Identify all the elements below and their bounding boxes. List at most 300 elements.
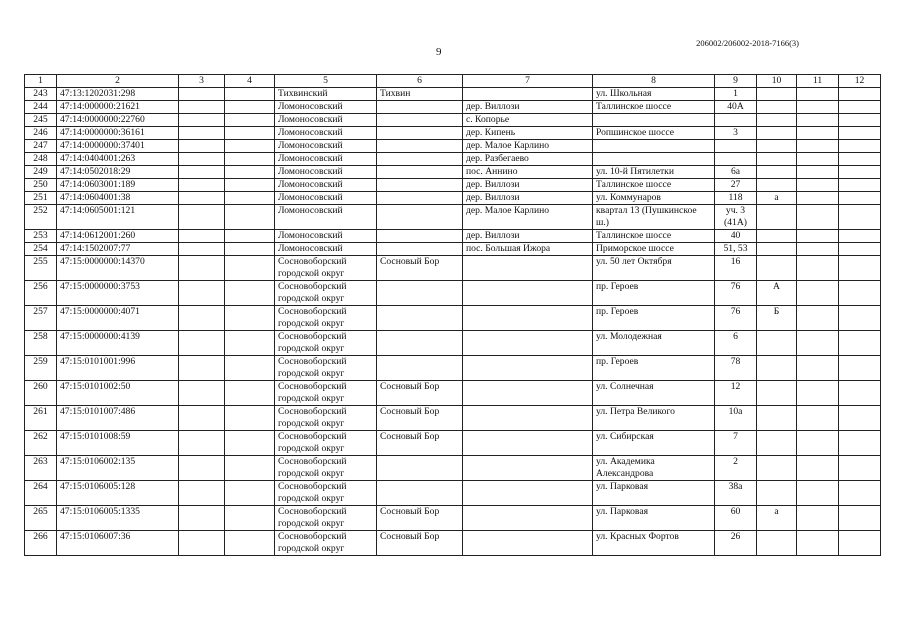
column-4-cell	[225, 88, 275, 101]
column-4-cell	[225, 166, 275, 179]
house-number-cell: 40А	[715, 101, 757, 114]
column-11-cell	[797, 230, 839, 243]
column-12-cell	[839, 506, 881, 531]
row-number-cell: 255	[25, 256, 57, 281]
locality-cell	[463, 331, 593, 356]
letter-cell: а	[757, 192, 797, 205]
locality-cell: с. Копорье	[463, 114, 593, 127]
cadastral-number-cell: 47:15:0101007:486	[57, 406, 179, 431]
column-11-cell	[797, 127, 839, 140]
settlement-cell	[377, 230, 463, 243]
column-12-cell	[839, 306, 881, 331]
column-11-cell	[797, 114, 839, 127]
column-4-cell	[225, 192, 275, 205]
district-cell: Тихвинский	[275, 88, 377, 101]
column-12-cell	[839, 256, 881, 281]
column-3-cell	[179, 281, 225, 306]
column-4-cell	[225, 153, 275, 166]
row-number-cell: 253	[25, 230, 57, 243]
street-cell: пр. Героев	[593, 306, 715, 331]
column-3-cell	[179, 166, 225, 179]
column-header-6: 6	[377, 75, 463, 88]
column-3-cell	[179, 88, 225, 101]
document-id: 206002/206002-2018-7166(3)	[696, 38, 799, 48]
column-4-cell	[225, 230, 275, 243]
table-row	[25, 230, 881, 243]
district-cell: Ломоносовский	[275, 192, 377, 205]
column-3-cell	[179, 192, 225, 205]
letter-cell	[757, 531, 797, 556]
column-header-7: 7	[463, 75, 593, 88]
column-header-9: 9	[715, 75, 757, 88]
column-3-cell	[179, 506, 225, 531]
column-header-11: 11	[797, 75, 839, 88]
district-cell: Ломоносовский	[275, 179, 377, 192]
house-number-cell: 3	[715, 127, 757, 140]
street-cell: ул. Школьная	[593, 88, 715, 101]
cadastral-number-cell: 47:15:0101001:996	[57, 356, 179, 381]
column-12-cell	[839, 166, 881, 179]
house-number-cell: 40	[715, 230, 757, 243]
cadastral-number-cell: 47:14:0000000:36161	[57, 127, 179, 140]
column-12-cell	[839, 406, 881, 431]
column-4-cell	[225, 531, 275, 556]
letter-cell	[757, 481, 797, 506]
column-4-cell	[225, 179, 275, 192]
house-number-cell: 1	[715, 88, 757, 101]
letter-cell	[757, 153, 797, 166]
table-row	[25, 481, 881, 506]
house-number-cell	[715, 153, 757, 166]
district-cell: Сосновоборский городской округ	[275, 306, 377, 331]
locality-cell	[463, 256, 593, 281]
locality-cell	[463, 531, 593, 556]
letter-cell	[757, 179, 797, 192]
house-number-cell: 118	[715, 192, 757, 205]
row-number-cell: 252	[25, 205, 57, 230]
cadastral-number-cell: 47:14:0612001:260	[57, 230, 179, 243]
locality-cell	[463, 456, 593, 481]
cadastral-number-cell: 47:14:0604001:38	[57, 192, 179, 205]
locality-cell	[463, 356, 593, 381]
row-number-cell: 258	[25, 331, 57, 356]
locality-cell: дер. Разбегаево	[463, 153, 593, 166]
column-11-cell	[797, 243, 839, 256]
column-3-cell	[179, 140, 225, 153]
column-4-cell	[225, 406, 275, 431]
row-number-cell: 262	[25, 431, 57, 456]
cadastral-number-cell: 47:13:1202031:298	[57, 88, 179, 101]
letter-cell	[757, 243, 797, 256]
column-3-cell	[179, 456, 225, 481]
column-11-cell	[797, 381, 839, 406]
house-number-cell: 7	[715, 431, 757, 456]
settlement-cell	[377, 101, 463, 114]
letter-cell	[757, 381, 797, 406]
row-number-cell: 246	[25, 127, 57, 140]
locality-cell: дер. Виллози	[463, 192, 593, 205]
table-row	[25, 331, 881, 356]
house-number-cell: 10а	[715, 406, 757, 431]
column-12-cell	[839, 114, 881, 127]
street-cell: Таллинское шоссе	[593, 230, 715, 243]
district-cell: Ломоносовский	[275, 243, 377, 256]
column-11-cell	[797, 331, 839, 356]
column-12-cell	[839, 331, 881, 356]
column-header-4: 4	[225, 75, 275, 88]
column-12-cell	[839, 456, 881, 481]
column-4-cell	[225, 140, 275, 153]
column-3-cell	[179, 101, 225, 114]
letter-cell	[757, 140, 797, 153]
district-cell: Сосновоборский городской округ	[275, 331, 377, 356]
page-number: 9	[436, 46, 442, 58]
house-number-cell: 12	[715, 381, 757, 406]
settlement-cell	[377, 192, 463, 205]
column-3-cell	[179, 179, 225, 192]
letter-cell	[757, 256, 797, 281]
locality-cell	[463, 406, 593, 431]
street-cell: ул. Солнечная	[593, 381, 715, 406]
house-number-cell: 2	[715, 456, 757, 481]
letter-cell	[757, 431, 797, 456]
column-4-cell	[225, 127, 275, 140]
column-4-cell	[225, 356, 275, 381]
table-row	[25, 456, 881, 481]
column-12-cell	[839, 205, 881, 230]
column-4-cell	[225, 381, 275, 406]
column-12-cell	[839, 381, 881, 406]
district-cell: Сосновоборский городской округ	[275, 281, 377, 306]
settlement-cell	[377, 356, 463, 381]
district-cell: Ломоносовский	[275, 101, 377, 114]
letter-cell	[757, 205, 797, 230]
settlement-cell	[377, 140, 463, 153]
column-4-cell	[225, 101, 275, 114]
district-cell: Ломоносовский	[275, 230, 377, 243]
column-4-cell	[225, 431, 275, 456]
column-4-cell	[225, 205, 275, 230]
column-11-cell	[797, 192, 839, 205]
column-4-cell	[225, 456, 275, 481]
settlement-cell: Сосновый Бор	[377, 506, 463, 531]
row-number-cell: 251	[25, 192, 57, 205]
cadastral-number-cell: 47:14:0000000:22760	[57, 114, 179, 127]
column-header-10: 10	[757, 75, 797, 88]
cadastral-number-cell: 47:14:000000:21621	[57, 101, 179, 114]
letter-cell	[757, 230, 797, 243]
row-number-cell: 249	[25, 166, 57, 179]
column-3-cell	[179, 114, 225, 127]
letter-cell: Б	[757, 306, 797, 331]
street-cell: ул. 10-й Пятилетки	[593, 166, 715, 179]
column-12-cell	[839, 531, 881, 556]
cadastral-number-cell: 47:14:1502007:77	[57, 243, 179, 256]
letter-cell: А	[757, 281, 797, 306]
letter-cell	[757, 356, 797, 381]
row-number-cell: 250	[25, 179, 57, 192]
house-number-cell: 76	[715, 306, 757, 331]
row-number-cell: 265	[25, 506, 57, 531]
settlement-cell: Сосновый Бор	[377, 431, 463, 456]
district-cell: Ломоносовский	[275, 153, 377, 166]
settlement-cell	[377, 456, 463, 481]
table-row	[25, 243, 881, 256]
column-12-cell	[839, 101, 881, 114]
house-number-cell: 27	[715, 179, 757, 192]
letter-cell	[757, 166, 797, 179]
column-3-cell	[179, 230, 225, 243]
house-number-cell: 60	[715, 506, 757, 531]
column-11-cell	[797, 281, 839, 306]
column-11-cell	[797, 140, 839, 153]
street-cell	[593, 114, 715, 127]
table-row	[25, 531, 881, 556]
district-cell: Сосновоборский городской округ	[275, 431, 377, 456]
table-row	[25, 256, 881, 281]
house-number-cell: 26	[715, 531, 757, 556]
letter-cell	[757, 456, 797, 481]
settlement-cell: Сосновый Бор	[377, 531, 463, 556]
table-row	[25, 381, 881, 406]
house-number-cell: 6а	[715, 166, 757, 179]
table-body	[25, 88, 881, 556]
table-row	[25, 179, 881, 192]
column-3-cell	[179, 481, 225, 506]
locality-cell: дер. Кипень	[463, 127, 593, 140]
column-12-cell	[839, 153, 881, 166]
column-4-cell	[225, 306, 275, 331]
district-cell: Сосновоборский городской округ	[275, 356, 377, 381]
cadastral-number-cell: 47:15:0106005:1335	[57, 506, 179, 531]
house-number-cell: 6	[715, 331, 757, 356]
row-number-cell: 244	[25, 101, 57, 114]
column-header-1: 1	[25, 75, 57, 88]
house-number-cell: 38а	[715, 481, 757, 506]
settlement-cell	[377, 205, 463, 230]
column-11-cell	[797, 166, 839, 179]
row-number-cell: 247	[25, 140, 57, 153]
table-row	[25, 192, 881, 205]
column-12-cell	[839, 230, 881, 243]
letter-cell	[757, 88, 797, 101]
street-cell: Ропшинское шоссе	[593, 127, 715, 140]
cadastral-number-cell: 47:15:0000000:14370	[57, 256, 179, 281]
district-cell: Ломоносовский	[275, 205, 377, 230]
street-cell: ул. Сибирская	[593, 431, 715, 456]
street-cell: Приморское шоссе	[593, 243, 715, 256]
column-3-cell	[179, 205, 225, 230]
column-header-12: 12	[839, 75, 881, 88]
table-row	[25, 140, 881, 153]
registry-table	[24, 74, 881, 556]
table-row	[25, 127, 881, 140]
row-number-cell: 256	[25, 281, 57, 306]
column-3-cell	[179, 531, 225, 556]
row-number-cell: 260	[25, 381, 57, 406]
settlement-cell: Сосновый Бор	[377, 406, 463, 431]
row-number-cell: 259	[25, 356, 57, 381]
cadastral-number-cell: 47:14:0404001:263	[57, 153, 179, 166]
cadastral-number-cell: 47:15:0000000:3753	[57, 281, 179, 306]
district-cell: Сосновоборский городской округ	[275, 256, 377, 281]
column-12-cell	[839, 140, 881, 153]
street-cell: ул. Молодежная	[593, 331, 715, 356]
column-11-cell	[797, 431, 839, 456]
street-cell: ул. Петра Великого	[593, 406, 715, 431]
table-row	[25, 153, 881, 166]
column-12-cell	[839, 431, 881, 456]
letter-cell	[757, 406, 797, 431]
street-cell: ул. 50 лет Октября	[593, 256, 715, 281]
cadastral-number-cell: 47:15:0101008:59	[57, 431, 179, 456]
column-11-cell	[797, 205, 839, 230]
column-12-cell	[839, 481, 881, 506]
cadastral-number-cell: 47:15:0106007:36	[57, 531, 179, 556]
column-3-cell	[179, 431, 225, 456]
row-number-cell: 264	[25, 481, 57, 506]
district-cell: Сосновоборский городской округ	[275, 481, 377, 506]
row-number-cell: 245	[25, 114, 57, 127]
column-12-cell	[839, 88, 881, 101]
table-row	[25, 281, 881, 306]
settlement-cell	[377, 281, 463, 306]
house-number-cell	[715, 140, 757, 153]
locality-cell: дер. Малое Карлино	[463, 205, 593, 230]
column-11-cell	[797, 456, 839, 481]
row-number-cell: 263	[25, 456, 57, 481]
column-3-cell	[179, 356, 225, 381]
district-cell: Ломоносовский	[275, 140, 377, 153]
locality-cell	[463, 381, 593, 406]
column-3-cell	[179, 306, 225, 331]
header-row	[25, 75, 881, 88]
district-cell: Сосновоборский городской округ	[275, 381, 377, 406]
house-number-cell: 16	[715, 256, 757, 281]
row-number-cell: 254	[25, 243, 57, 256]
settlement-cell	[377, 306, 463, 331]
house-number-cell: 76	[715, 281, 757, 306]
cadastral-number-cell: 47:14:0603001:189	[57, 179, 179, 192]
table-row	[25, 88, 881, 101]
street-cell	[593, 140, 715, 153]
table-row	[25, 406, 881, 431]
settlement-cell	[377, 243, 463, 256]
column-3-cell	[179, 381, 225, 406]
cadastral-number-cell: 47:14:0605001:121	[57, 205, 179, 230]
row-number-cell: 261	[25, 406, 57, 431]
locality-cell: дер. Виллози	[463, 101, 593, 114]
settlement-cell	[377, 179, 463, 192]
row-number-cell: 266	[25, 531, 57, 556]
district-cell: Ломоносовский	[275, 114, 377, 127]
street-cell: ул. Парковая	[593, 506, 715, 531]
street-cell: пр. Героев	[593, 356, 715, 381]
column-4-cell	[225, 243, 275, 256]
street-cell: квартал 13 (Пушкинское ш.)	[593, 205, 715, 230]
table-row	[25, 166, 881, 179]
column-12-cell	[839, 356, 881, 381]
column-header-5: 5	[275, 75, 377, 88]
street-cell: ул. Академика Александрова	[593, 456, 715, 481]
table-row	[25, 506, 881, 531]
street-cell	[593, 153, 715, 166]
row-number-cell: 243	[25, 88, 57, 101]
column-4-cell	[225, 331, 275, 356]
locality-cell	[463, 506, 593, 531]
cadastral-number-cell: 47:15:0101002:50	[57, 381, 179, 406]
column-11-cell	[797, 101, 839, 114]
settlement-cell	[377, 153, 463, 166]
column-11-cell	[797, 506, 839, 531]
column-3-cell	[179, 153, 225, 166]
district-cell: Ломоносовский	[275, 166, 377, 179]
column-12-cell	[839, 192, 881, 205]
settlement-cell: Тихвин	[377, 88, 463, 101]
street-cell: Таллинское шоссе	[593, 101, 715, 114]
column-4-cell	[225, 281, 275, 306]
column-4-cell	[225, 506, 275, 531]
column-11-cell	[797, 406, 839, 431]
column-11-cell	[797, 256, 839, 281]
house-number-cell: уч. 3 (41А)	[715, 205, 757, 230]
street-cell: ул. Коммунаров	[593, 192, 715, 205]
table-row	[25, 101, 881, 114]
column-11-cell	[797, 531, 839, 556]
column-3-cell	[179, 256, 225, 281]
locality-cell	[463, 281, 593, 306]
settlement-cell: Сосновый Бор	[377, 381, 463, 406]
column-12-cell	[839, 281, 881, 306]
letter-cell	[757, 127, 797, 140]
table-row	[25, 205, 881, 230]
letter-cell	[757, 114, 797, 127]
locality-cell: дер. Виллози	[463, 179, 593, 192]
locality-cell	[463, 481, 593, 506]
column-11-cell	[797, 356, 839, 381]
column-12-cell	[839, 179, 881, 192]
locality-cell: пос. Аннино	[463, 166, 593, 179]
district-cell: Ломоносовский	[275, 127, 377, 140]
column-header-2: 2	[57, 75, 179, 88]
settlement-cell	[377, 166, 463, 179]
locality-cell: дер. Малое Карлино	[463, 140, 593, 153]
table-row	[25, 306, 881, 331]
cadastral-number-cell: 47:15:0000000:4139	[57, 331, 179, 356]
settlement-cell	[377, 114, 463, 127]
letter-cell	[757, 101, 797, 114]
settlement-cell: Сосновый Бор	[377, 256, 463, 281]
column-3-cell	[179, 127, 225, 140]
settlement-cell	[377, 127, 463, 140]
locality-cell	[463, 88, 593, 101]
column-11-cell	[797, 88, 839, 101]
settlement-cell	[377, 331, 463, 356]
column-3-cell	[179, 331, 225, 356]
column-11-cell	[797, 306, 839, 331]
street-cell: ул. Красных Фортов	[593, 531, 715, 556]
cadastral-number-cell: 47:15:0106005:128	[57, 481, 179, 506]
table-row	[25, 114, 881, 127]
column-12-cell	[839, 127, 881, 140]
letter-cell	[757, 331, 797, 356]
row-number-cell: 248	[25, 153, 57, 166]
house-number-cell	[715, 114, 757, 127]
letter-cell: а	[757, 506, 797, 531]
cadastral-number-cell: 47:14:0502018:29	[57, 166, 179, 179]
cadastral-number-cell: 47:14:0000000:37401	[57, 140, 179, 153]
column-4-cell	[225, 481, 275, 506]
